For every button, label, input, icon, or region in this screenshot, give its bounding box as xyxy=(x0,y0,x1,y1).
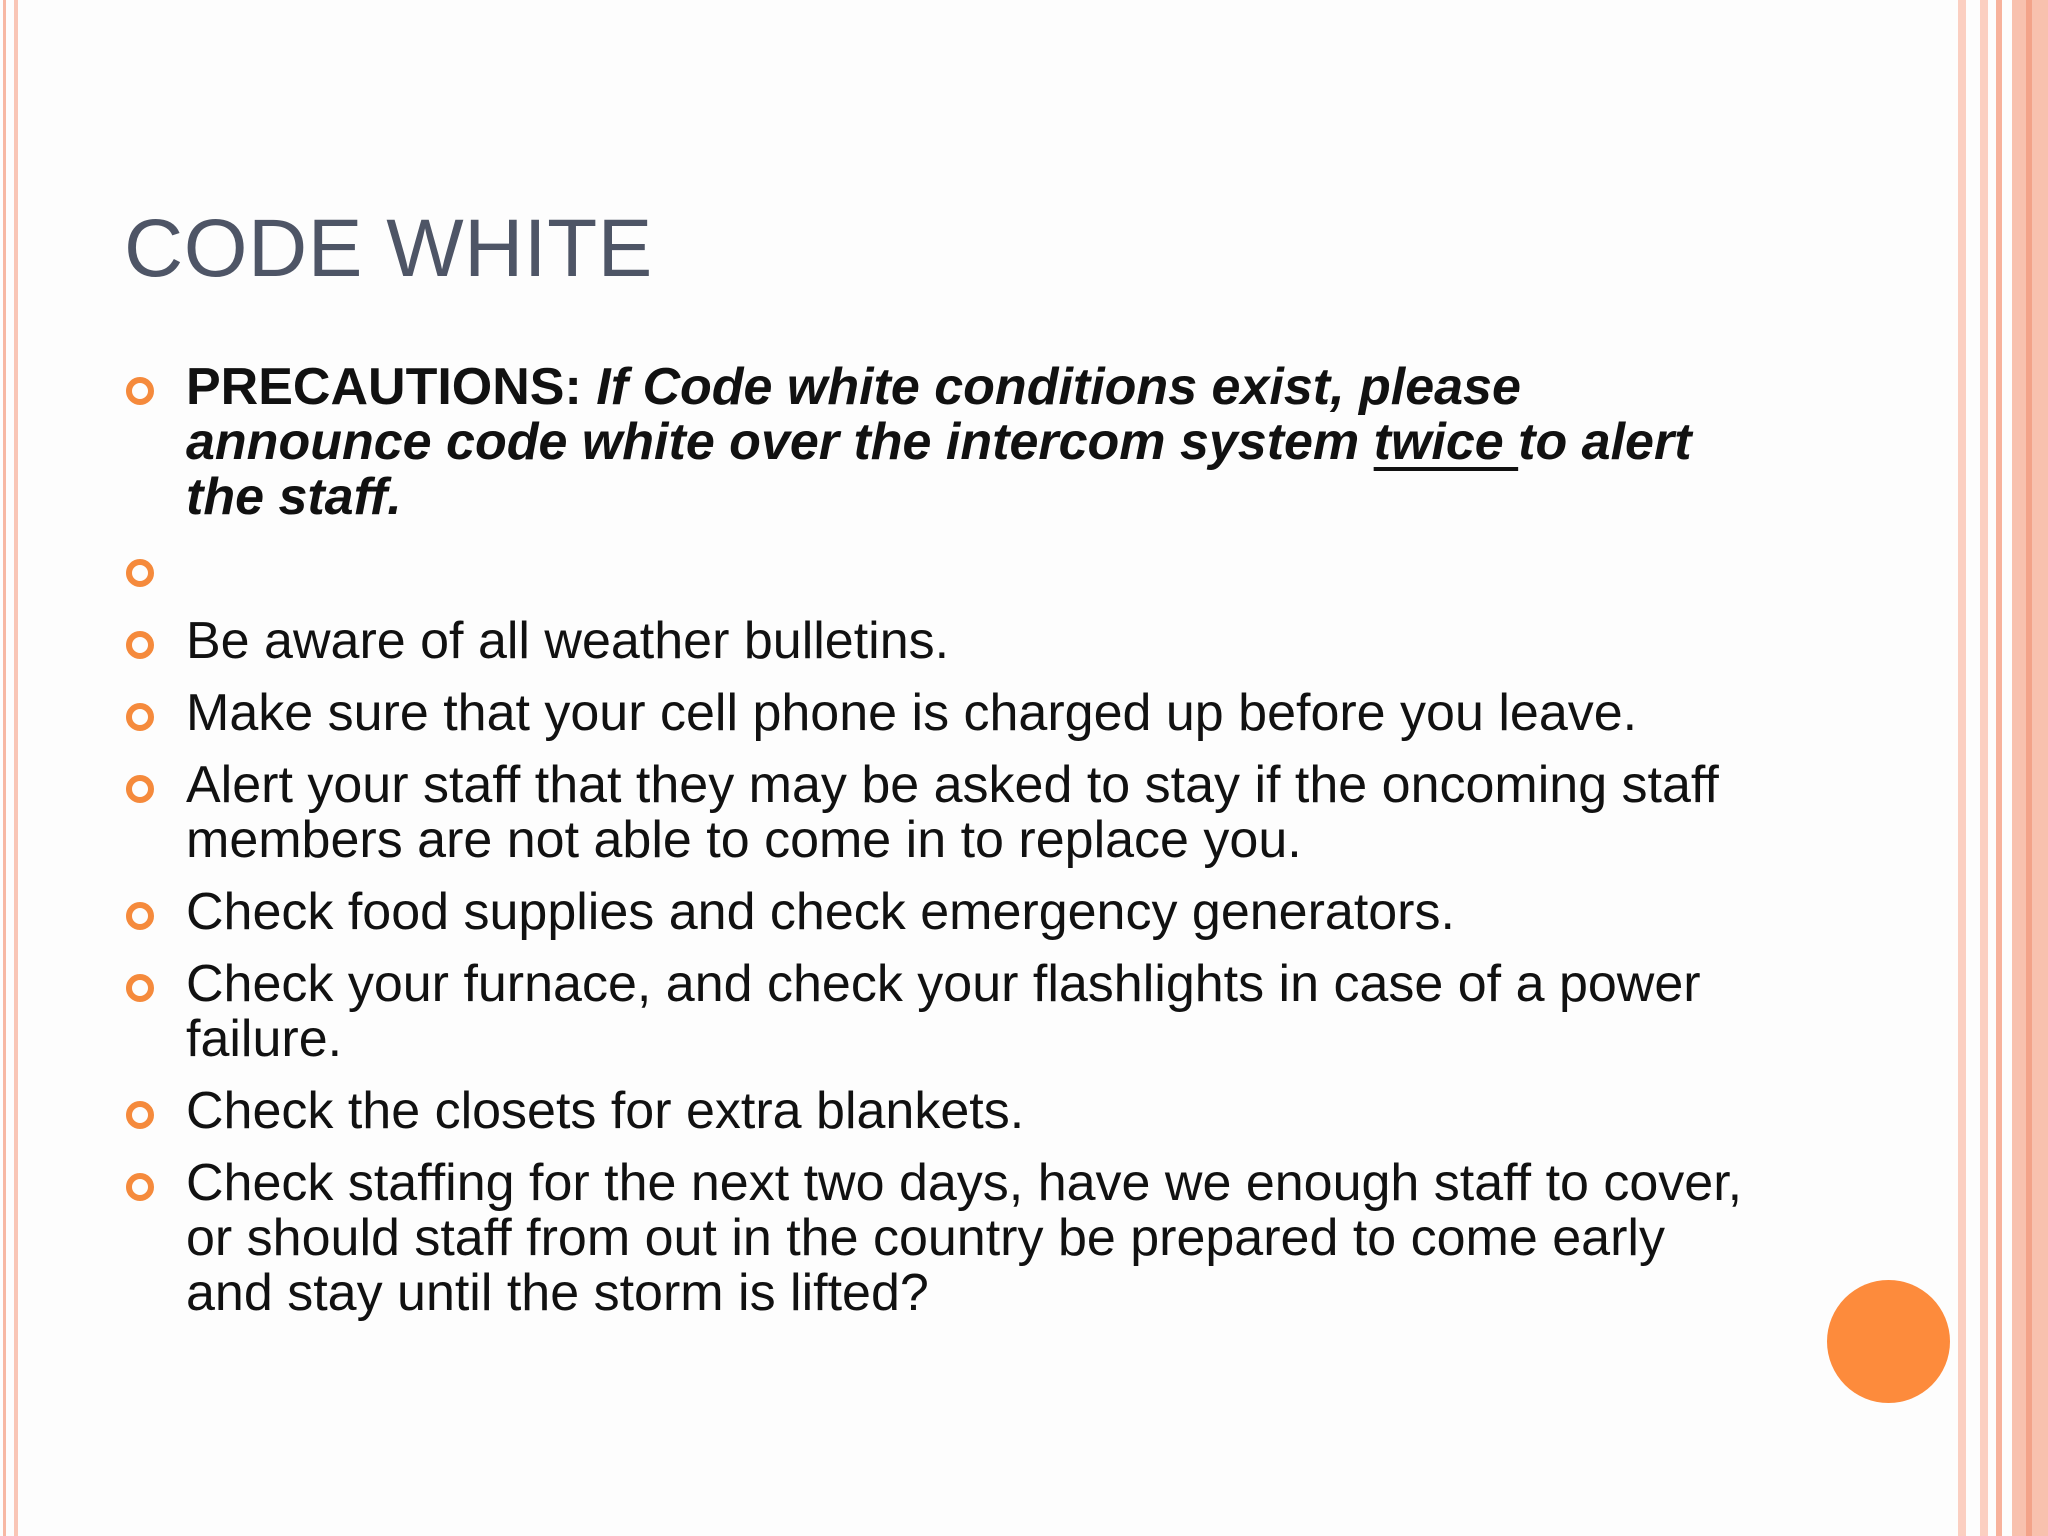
slide-title: CODE WHITE xyxy=(124,203,653,294)
right-border-stripe xyxy=(2026,0,2032,1536)
bullet-item xyxy=(126,1156,1766,1321)
bullet-text: Check staffing for the next two days, have we enough staff to cover, or should staff from out in the country be prepared to come early and stay until the storm is lifted? xyxy=(186,1154,1743,1322)
left-border-line xyxy=(14,0,18,1536)
bullet-ring-icon xyxy=(126,377,154,405)
bullet-text: Check food supplies and check emergency generators. xyxy=(186,883,1455,941)
precautions-underlined-word: twice xyxy=(1373,413,1519,471)
bullet-item xyxy=(126,885,1766,940)
bullet-text: Check your furnace, and check your flashlights in case of a power failure. xyxy=(186,955,1701,1068)
precautions-text: If Code white conditions exist, please announce code white over the intercom system xyxy=(186,358,1521,471)
right-border-stripe xyxy=(1980,0,1988,1536)
bullet-item xyxy=(126,614,1766,669)
left-border-line xyxy=(3,0,6,1536)
bullet-list xyxy=(126,360,1766,1338)
bullet-ring-icon xyxy=(126,775,154,803)
bullet-item xyxy=(126,758,1766,868)
bullet-item-empty xyxy=(126,542,1766,597)
bullet-ring-icon xyxy=(126,974,154,1002)
bullet-text: Alert your staff that they may be asked to stay if the oncoming staff members are not able to come in to replace you. xyxy=(186,756,1719,869)
bullet-text: Check the closets for extra blankets. xyxy=(186,1082,1025,1140)
bullet-ring-icon xyxy=(126,559,154,587)
bullet-item xyxy=(126,957,1766,1067)
bullet-item xyxy=(126,686,1766,741)
precautions-text-end: to alert the staff. xyxy=(186,413,1692,526)
bullet-text: Make sure that your cell phone is charged up before you leave. xyxy=(186,684,1638,742)
right-border-stripe xyxy=(1958,0,1966,1536)
decorative-orange-circle xyxy=(1827,1280,1950,1403)
bullet-ring-icon xyxy=(126,902,154,930)
precautions-label: PRECAUTIONS: xyxy=(186,358,582,416)
bullet-item xyxy=(126,1084,1766,1139)
bullet-ring-icon xyxy=(126,631,154,659)
bullet-text: Be aware of all weather bulletins. xyxy=(186,612,950,670)
right-border-stripe xyxy=(1996,0,2002,1536)
bullet-ring-icon xyxy=(126,1173,154,1201)
bullet-ring-icon xyxy=(126,703,154,731)
bullet-ring-icon xyxy=(126,1101,154,1129)
bullet-item-precautions xyxy=(126,360,1766,525)
